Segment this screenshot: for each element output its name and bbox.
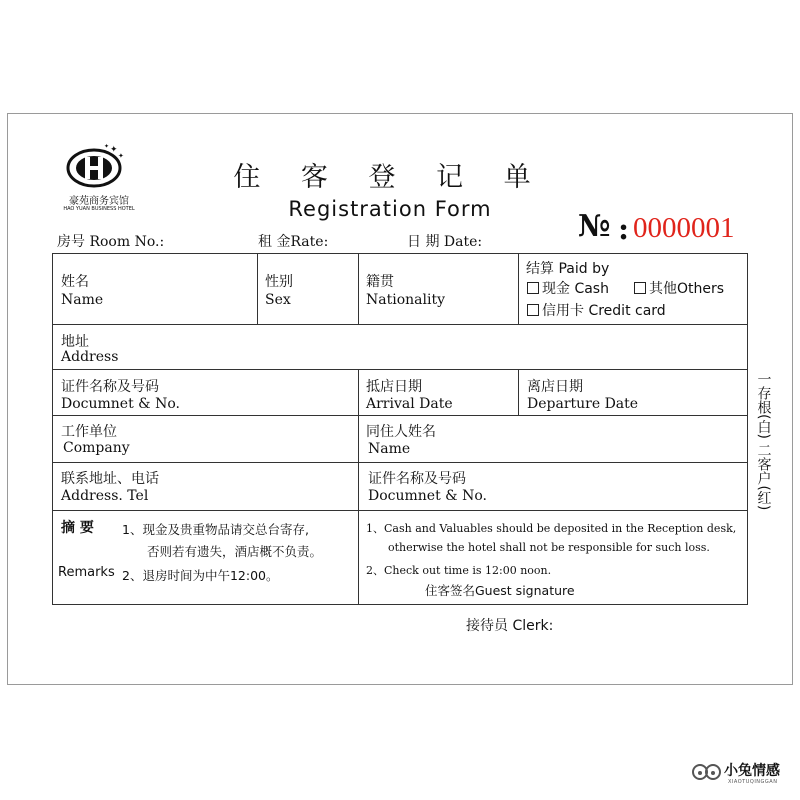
number-label: № (578, 209, 611, 244)
watermark-text-zh: 小兔情感 (724, 763, 780, 779)
date-label: 日 期 Date: (407, 234, 483, 250)
others-checkbox[interactable] (634, 282, 646, 294)
rate-label: 租 金Rate: (258, 234, 329, 250)
cash-label: 现金 Cash (542, 281, 609, 297)
id-label-zh: 证件名称及号码 (61, 379, 159, 395)
company-label-en: Company (63, 440, 130, 456)
id2-label-en: Documnet & No. (368, 488, 487, 504)
row-divider (52, 369, 748, 370)
others-label: 其他Others (649, 281, 725, 297)
svg-text:✦: ✦ (118, 152, 124, 160)
address-label-zh: 地址 (61, 334, 89, 350)
name-label-zh: 姓名 (61, 274, 89, 290)
cash-checkbox[interactable] (527, 282, 539, 294)
copy-note-text: 一存根(白) 二客户(红) (755, 372, 772, 511)
remarks-en-line1: 1、Cash and Valuables should be deposited in the Reception desk, (366, 522, 737, 535)
remarks-en-line3: 2、Check out time is 12:00 noon. (366, 564, 552, 577)
form-number: 0000001 (633, 212, 735, 244)
form-title-zh: 住 客 登 记 单 (233, 162, 547, 193)
payment-others-option[interactable] (634, 278, 724, 298)
remarks-label-zh: 摘 要 (61, 520, 94, 536)
nationality-label-zh: 籍贯 (366, 274, 394, 290)
companion-label-zh: 同住人姓名 (366, 424, 436, 440)
watermark-text-en: XIAOTUQINGGAN (728, 779, 778, 785)
paid-by-label: 结算 Paid by (526, 261, 610, 277)
name-label-en: Name (61, 292, 104, 308)
companion-label-en: Name (368, 441, 411, 457)
sex-label-en: Sex (265, 292, 291, 308)
arrival-label-en: Arrival Date (366, 396, 453, 412)
glasses-face-icon (688, 760, 724, 784)
departure-label-en: Departure Date (527, 396, 639, 412)
svg-text:✦: ✦ (104, 143, 110, 150)
credit-label: 信用卡 Credit card (542, 303, 666, 319)
payment-cash-option[interactable] (527, 278, 609, 298)
hotel-name-zh: 豪苑商务宾馆 (69, 196, 129, 207)
form-title-en: Registration Form (288, 197, 492, 221)
number-colon: : (618, 212, 630, 247)
remarks-en-line2: otherwise the hotel shall not be responsible for such loss. (388, 541, 710, 554)
col-divider (257, 253, 258, 324)
address-label-en: Address (61, 349, 119, 365)
remarks-label-en: Remarks (58, 565, 115, 580)
credit-checkbox[interactable] (527, 304, 539, 316)
nationality-label-en: Nationality (366, 292, 445, 308)
departure-label-zh: 离店日期 (527, 379, 583, 395)
row-divider (52, 324, 748, 325)
contact-label-en: Address. Tel (61, 488, 149, 504)
hotel-name-en: HAO YUAN BUSINESS HOTEL (63, 206, 135, 212)
row-divider (52, 462, 748, 463)
col-divider (358, 253, 359, 324)
remarks-zh-line1: 1、现金及贵重物品请交总台寄存, (122, 522, 309, 537)
guest-signature-label: 住客签名Guest signature (425, 583, 575, 598)
room-no-label: 房号 Room No.: (57, 234, 165, 250)
id-label-en: Documnet & No. (61, 396, 180, 412)
copy-note (753, 372, 773, 515)
company-label-zh: 工作单位 (61, 424, 117, 440)
col-divider (358, 369, 359, 605)
arrival-label-zh: 抵店日期 (366, 379, 422, 395)
remarks-zh-line3: 2、退房时间为中午12:00。 (122, 568, 279, 583)
remarks-zh-line2: 否则若有遗失，酒店概不负责。 (147, 544, 323, 559)
sex-label-zh: 性别 (265, 274, 293, 290)
payment-credit-option[interactable] (527, 300, 666, 320)
id2-label-zh: 证件名称及号码 (368, 471, 466, 487)
row-divider (52, 415, 748, 416)
row-divider (52, 510, 748, 511)
col-divider (518, 369, 519, 415)
svg-text:✦: ✦ (110, 145, 118, 155)
contact-label-zh: 联系地址、电话 (61, 471, 159, 487)
clerk-label: 接待员 Clerk: (466, 618, 554, 634)
col-divider (518, 253, 519, 324)
